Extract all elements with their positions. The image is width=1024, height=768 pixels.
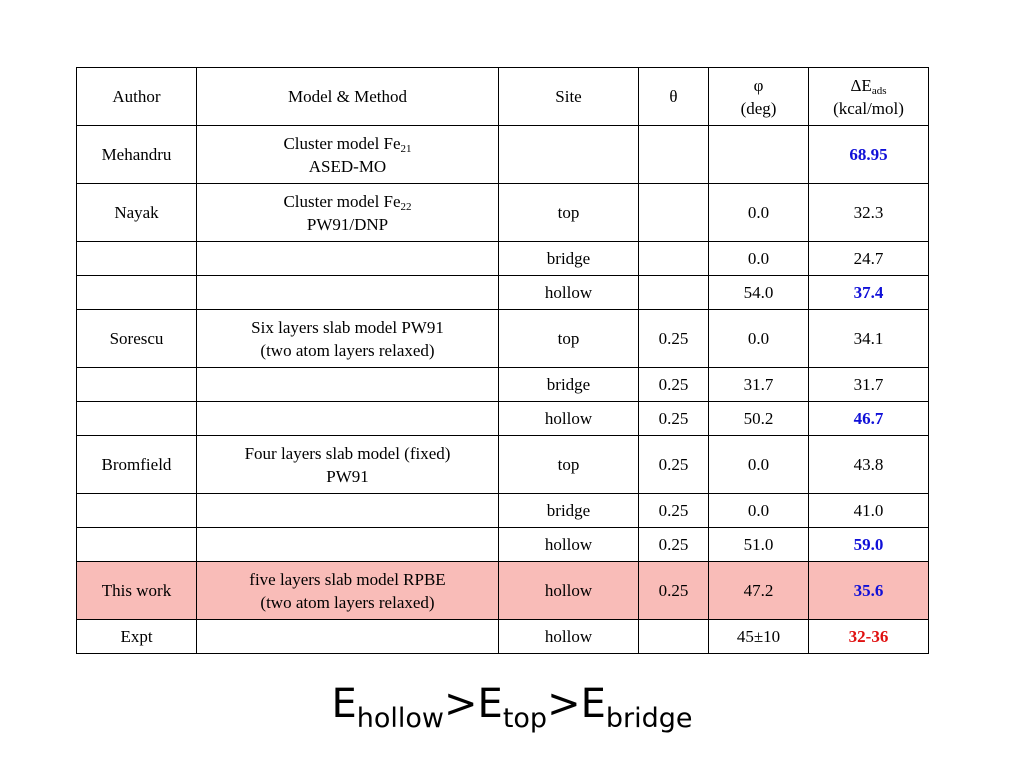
cell-author: Sorescu <box>77 310 197 368</box>
cell-phi: 47.2 <box>709 562 809 620</box>
cell-theta: 0.25 <box>639 528 709 562</box>
header-site: Site <box>499 68 639 126</box>
table-row <box>77 126 929 184</box>
cell-site: hollow <box>499 528 639 562</box>
header-theta: θ <box>639 68 709 126</box>
cell-model: Cluster model $Fe_{22}$ PW91/DNP <box>197 184 499 242</box>
cell-model: Four layers slab model (fixed) PW91 <box>197 436 499 494</box>
cell-author: Nayak <box>77 184 197 242</box>
table-row <box>77 184 929 242</box>
cell-site <box>499 126 639 184</box>
cell-eads: 32.3 <box>809 184 929 242</box>
table-row <box>77 242 929 276</box>
cell-theta: 0.25 <box>639 562 709 620</box>
cell-author: Expt <box>77 620 197 654</box>
header-author: Author <box>77 68 197 126</box>
cell-author: Mehandru <box>77 126 197 184</box>
cell-model <box>197 494 499 528</box>
table-row <box>77 310 929 368</box>
cell-theta <box>639 242 709 276</box>
cell-site: hollow <box>499 620 639 654</box>
cell-theta: 0.25 <box>639 402 709 436</box>
cell-author <box>77 494 197 528</box>
cell-author <box>77 528 197 562</box>
cell-eads: 68.95 <box>809 126 929 184</box>
cell-phi: 31.7 <box>709 368 809 402</box>
cell-eads: 41.0 <box>809 494 929 528</box>
cell-model <box>197 276 499 310</box>
cell-site: top <box>499 436 639 494</box>
energy-ordering-formula: $E_{hollow}>E_{top}>E_{bridge}$ <box>331 681 693 734</box>
cell-phi: 54.0 <box>709 276 809 310</box>
table-row <box>77 368 929 402</box>
cell-author <box>77 242 197 276</box>
cell-model <box>197 242 499 276</box>
table-row <box>77 402 929 436</box>
cell-eads: 24.7 <box>809 242 929 276</box>
cell-model: Six layers slab model PW91 (two atom layers relaxed) <box>197 310 499 368</box>
cell-theta: 0.25 <box>639 436 709 494</box>
cell-model: five layers slab model RPBE (two atom layers relaxed) <box>197 562 499 620</box>
cell-theta <box>639 126 709 184</box>
cell-author <box>77 402 197 436</box>
cell-phi: 0.0 <box>709 184 809 242</box>
table-row <box>77 620 929 654</box>
table-row <box>77 528 929 562</box>
cell-author <box>77 368 197 402</box>
cell-site: hollow <box>499 276 639 310</box>
table-row <box>77 276 929 310</box>
cell-eads: 37.4 <box>809 276 929 310</box>
cell-phi: 0.0 <box>709 494 809 528</box>
adsorption-energy-table <box>76 67 929 654</box>
cell-model <box>197 402 499 436</box>
cell-phi: 45±10 <box>709 620 809 654</box>
cell-author <box>77 276 197 310</box>
table-row <box>77 436 929 494</box>
table-header-row <box>77 68 929 126</box>
header-eads: $\Delta E_{ads}$ (kcal/mol) <box>809 68 929 126</box>
cell-eads: 46.7 <box>809 402 929 436</box>
cell-model <box>197 368 499 402</box>
cell-model <box>197 528 499 562</box>
cell-site: bridge <box>499 368 639 402</box>
cell-theta <box>639 184 709 242</box>
cell-site: hollow <box>499 402 639 436</box>
cell-author: Bromfield <box>77 436 197 494</box>
header-phi: φ (deg) <box>709 68 809 126</box>
cell-theta <box>639 620 709 654</box>
cell-eads: 43.8 <box>809 436 929 494</box>
cell-phi: 50.2 <box>709 402 809 436</box>
cell-eads: 35.6 <box>809 562 929 620</box>
cell-phi: 0.0 <box>709 436 809 494</box>
cell-eads: 34.1 <box>809 310 929 368</box>
cell-model <box>197 620 499 654</box>
cell-site: top <box>499 310 639 368</box>
header-model-method: Model & Method <box>197 68 499 126</box>
cell-theta <box>639 276 709 310</box>
cell-model: Cluster model $Fe_{21}$ ASED-MO <box>197 126 499 184</box>
cell-site: top <box>499 184 639 242</box>
cell-eads: 59.0 <box>809 528 929 562</box>
table-row-highlighted <box>77 562 929 620</box>
cell-eads: 32-36 <box>809 620 929 654</box>
cell-phi: 0.0 <box>709 242 809 276</box>
cell-eads: 31.7 <box>809 368 929 402</box>
table-row <box>77 494 929 528</box>
cell-phi <box>709 126 809 184</box>
cell-theta: 0.25 <box>639 310 709 368</box>
cell-author: This work <box>77 562 197 620</box>
cell-site: hollow <box>499 562 639 620</box>
cell-phi: 51.0 <box>709 528 809 562</box>
cell-site: bridge <box>499 242 639 276</box>
cell-phi: 0.0 <box>709 310 809 368</box>
cell-site: bridge <box>499 494 639 528</box>
cell-theta: 0.25 <box>639 368 709 402</box>
cell-theta: 0.25 <box>639 494 709 528</box>
